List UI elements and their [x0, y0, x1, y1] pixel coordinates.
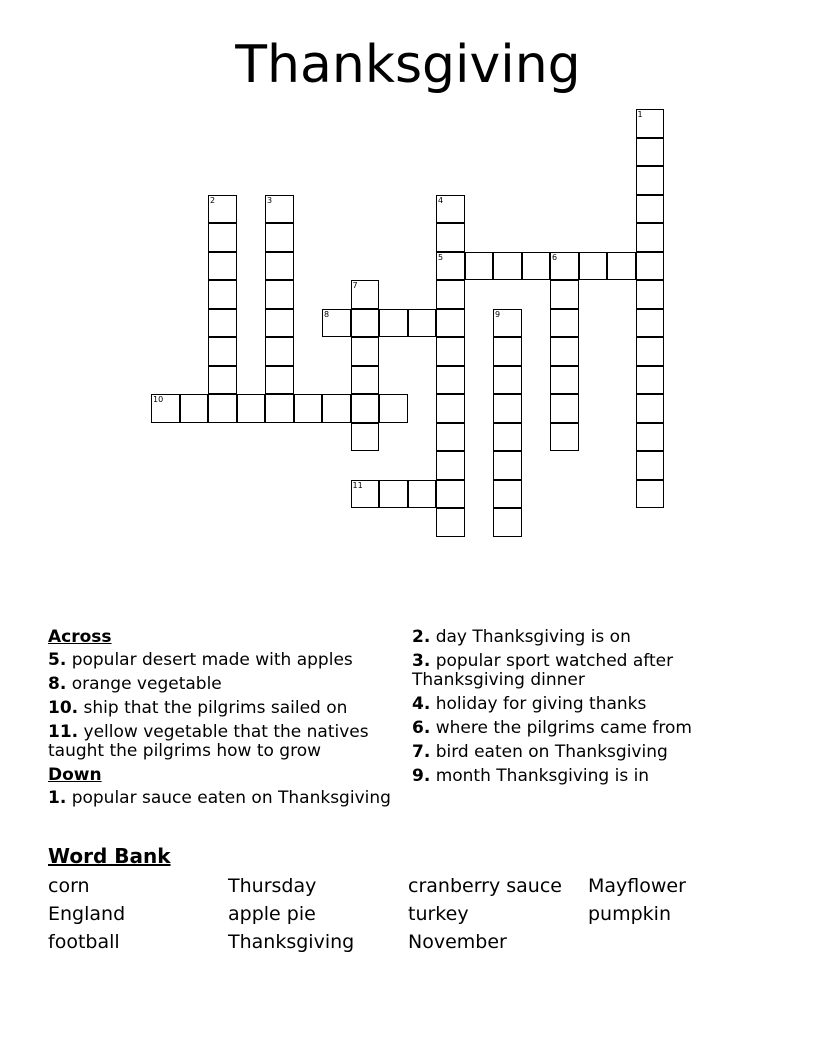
- clue-number-label: 5.: [48, 650, 67, 670]
- grid-cell[interactable]: [636, 337, 665, 366]
- clue: [48, 675, 398, 694]
- down-clue-list-right: [412, 628, 742, 786]
- grid-cell[interactable]: [208, 223, 237, 252]
- grid-cell[interactable]: [636, 109, 665, 138]
- clue-text: holiday for giving thanks: [430, 694, 647, 714]
- word-bank-word: Thursday: [228, 875, 317, 897]
- grid-cell[interactable]: [436, 223, 465, 252]
- clue-text: month Thanksgiving is in: [430, 766, 650, 786]
- grid-cell[interactable]: [379, 309, 408, 338]
- grid-cell[interactable]: [522, 252, 551, 281]
- grid-cell[interactable]: [493, 337, 522, 366]
- clue-number: 3: [267, 195, 273, 205]
- clue-text: day Thanksgiving is on: [430, 627, 631, 647]
- word-bank: [48, 872, 768, 956]
- clue: [412, 628, 742, 647]
- grid-cell[interactable]: [636, 138, 665, 167]
- grid-cell[interactable]: [436, 480, 465, 509]
- grid-cell[interactable]: [208, 337, 237, 366]
- clue-text: yellow vegetable that the natives taught the pilgrims how to grow: [48, 722, 369, 761]
- clue-number-label: 9.: [412, 766, 431, 786]
- clue-number: 4: [438, 195, 444, 205]
- grid-cell[interactable]: [208, 252, 237, 281]
- grid-cell[interactable]: [636, 252, 665, 281]
- grid-cell[interactable]: [465, 252, 494, 281]
- grid-cell[interactable]: [180, 394, 209, 423]
- grid-cell[interactable]: [208, 195, 237, 224]
- grid-cell[interactable]: [636, 223, 665, 252]
- clue: [412, 652, 742, 690]
- clue: [412, 695, 742, 714]
- clue: [412, 743, 742, 762]
- grid-cell[interactable]: [436, 451, 465, 480]
- grid-cell[interactable]: [493, 451, 522, 480]
- grid-cell[interactable]: [550, 252, 579, 281]
- down-clue-list-left: [48, 789, 398, 808]
- grid-cell[interactable]: [493, 480, 522, 509]
- grid-cell[interactable]: [493, 366, 522, 395]
- grid-cell[interactable]: [493, 423, 522, 452]
- clue-text: bird eaten on Thanksgiving: [430, 742, 668, 762]
- clue-text: popular sport watched after Thanksgiving dinner: [412, 651, 674, 690]
- word-bank-word: pumpkin: [588, 903, 671, 925]
- grid-cell[interactable]: [636, 451, 665, 480]
- grid-cell[interactable]: [493, 508, 522, 537]
- clue-number: 8: [324, 309, 330, 319]
- grid-cell[interactable]: [351, 337, 380, 366]
- grid-cell[interactable]: [493, 252, 522, 281]
- clue-number-label: 11.: [48, 722, 79, 742]
- grid-cell[interactable]: [636, 423, 665, 452]
- word-bank-word: Thanksgiving: [228, 931, 355, 953]
- clue-number-label: 10.: [48, 698, 79, 718]
- grid-cell[interactable]: [151, 394, 180, 423]
- clue: [48, 789, 398, 808]
- grid-cell[interactable]: [550, 309, 579, 338]
- word-bank-word: November: [408, 931, 507, 953]
- grid-cell[interactable]: [351, 394, 380, 423]
- grid-cell[interactable]: [636, 480, 665, 509]
- clue-number: 9: [495, 309, 501, 319]
- clue-number-label: 4.: [412, 694, 431, 714]
- grid-cell[interactable]: [607, 252, 636, 281]
- clue: [412, 719, 742, 738]
- grid-cell[interactable]: [322, 309, 351, 338]
- word-bank-word: turkey: [408, 903, 469, 925]
- grid-cell[interactable]: [436, 280, 465, 309]
- grid-cell[interactable]: [208, 280, 237, 309]
- across-heading: Across: [48, 627, 112, 647]
- grid-cell[interactable]: [636, 309, 665, 338]
- grid-cell[interactable]: [265, 309, 294, 338]
- grid-cell[interactable]: [550, 366, 579, 395]
- clue: [48, 723, 398, 761]
- grid-cell[interactable]: [493, 309, 522, 338]
- grid-cell[interactable]: [636, 280, 665, 309]
- grid-cell[interactable]: [265, 366, 294, 395]
- clue-number-label: 3.: [412, 651, 431, 671]
- grid-cell[interactable]: [636, 366, 665, 395]
- grid-cell[interactable]: [379, 480, 408, 509]
- clue-number: 1: [637, 110, 643, 119]
- clue: [48, 699, 398, 718]
- grid-cell[interactable]: [208, 309, 237, 338]
- grid-cell[interactable]: [636, 394, 665, 423]
- clue: [412, 767, 742, 786]
- across-clue-list: [48, 651, 398, 761]
- grid-cell[interactable]: [636, 195, 665, 224]
- clue-text: where the pilgrims came from: [430, 718, 692, 738]
- grid-cell[interactable]: [379, 394, 408, 423]
- grid-cell[interactable]: [436, 195, 465, 224]
- clue-number-label: 2.: [412, 627, 431, 647]
- grid-cell[interactable]: [265, 280, 294, 309]
- grid-cell[interactable]: [322, 394, 351, 423]
- grid-cell[interactable]: [550, 394, 579, 423]
- grid-cell[interactable]: [351, 480, 380, 509]
- clue-number-label: 8.: [48, 674, 67, 694]
- grid-cell[interactable]: [550, 423, 579, 452]
- grid-cell[interactable]: [351, 366, 380, 395]
- grid-cell[interactable]: [436, 309, 465, 338]
- grid-cell[interactable]: [237, 394, 266, 423]
- clue-number-label: 6.: [412, 718, 431, 738]
- grid-cell[interactable]: [493, 394, 522, 423]
- word-bank-word: England: [48, 903, 126, 925]
- clue-number: 2: [210, 195, 216, 205]
- grid-cell[interactable]: [550, 337, 579, 366]
- clue-number-label: 7.: [412, 742, 431, 762]
- clue-number: 5: [438, 252, 444, 262]
- clue-number: 10: [153, 395, 164, 404]
- grid-cell[interactable]: [436, 366, 465, 395]
- grid-cell[interactable]: [351, 423, 380, 452]
- word-bank-word: corn: [48, 875, 90, 897]
- clues-right-column: [412, 628, 742, 791]
- grid-cell[interactable]: [579, 252, 608, 281]
- clue-text: popular sauce eaten on Thanksgiving: [66, 788, 391, 808]
- grid-cell[interactable]: [636, 166, 665, 195]
- clue-text: popular desert made with apples: [66, 650, 353, 670]
- word-bank-word: football: [48, 931, 120, 953]
- grid-cell[interactable]: [408, 309, 437, 338]
- grid-cell[interactable]: [351, 280, 380, 309]
- clue-number: 11: [352, 480, 363, 490]
- grid-cell[interactable]: [436, 252, 465, 281]
- word-bank-word: apple pie: [228, 903, 316, 925]
- grid-cell[interactable]: [265, 337, 294, 366]
- grid-cell[interactable]: [208, 366, 237, 395]
- grid-cell[interactable]: [208, 394, 237, 423]
- clue-number: 6: [552, 252, 558, 262]
- grid-cell[interactable]: [294, 394, 323, 423]
- clue: [48, 651, 398, 670]
- grid-cell[interactable]: [436, 337, 465, 366]
- grid-cell[interactable]: [436, 394, 465, 423]
- word-bank-word: Mayflower: [588, 875, 686, 897]
- grid-cell[interactable]: [436, 423, 465, 452]
- puzzle-title: Thanksgiving: [235, 35, 581, 95]
- grid-cell[interactable]: [265, 394, 294, 423]
- grid-cell[interactable]: [265, 195, 294, 224]
- clue-text: ship that the pilgrims sailed on: [78, 698, 348, 718]
- grid-cell[interactable]: [550, 280, 579, 309]
- word-bank-word: cranberry sauce: [408, 875, 562, 897]
- grid-cell[interactable]: [436, 508, 465, 537]
- grid-cell[interactable]: [351, 309, 380, 338]
- clues-left-column: [48, 628, 398, 813]
- word-bank-title: Word Bank: [48, 844, 171, 868]
- clue-text: orange vegetable: [66, 674, 222, 694]
- down-heading: Down: [48, 765, 102, 785]
- grid-cell[interactable]: [408, 480, 437, 509]
- grid-cell[interactable]: [265, 223, 294, 252]
- clue-number-label: 1.: [48, 788, 67, 808]
- clue-number: 7: [352, 281, 358, 290]
- grid-cell[interactable]: [265, 252, 294, 281]
